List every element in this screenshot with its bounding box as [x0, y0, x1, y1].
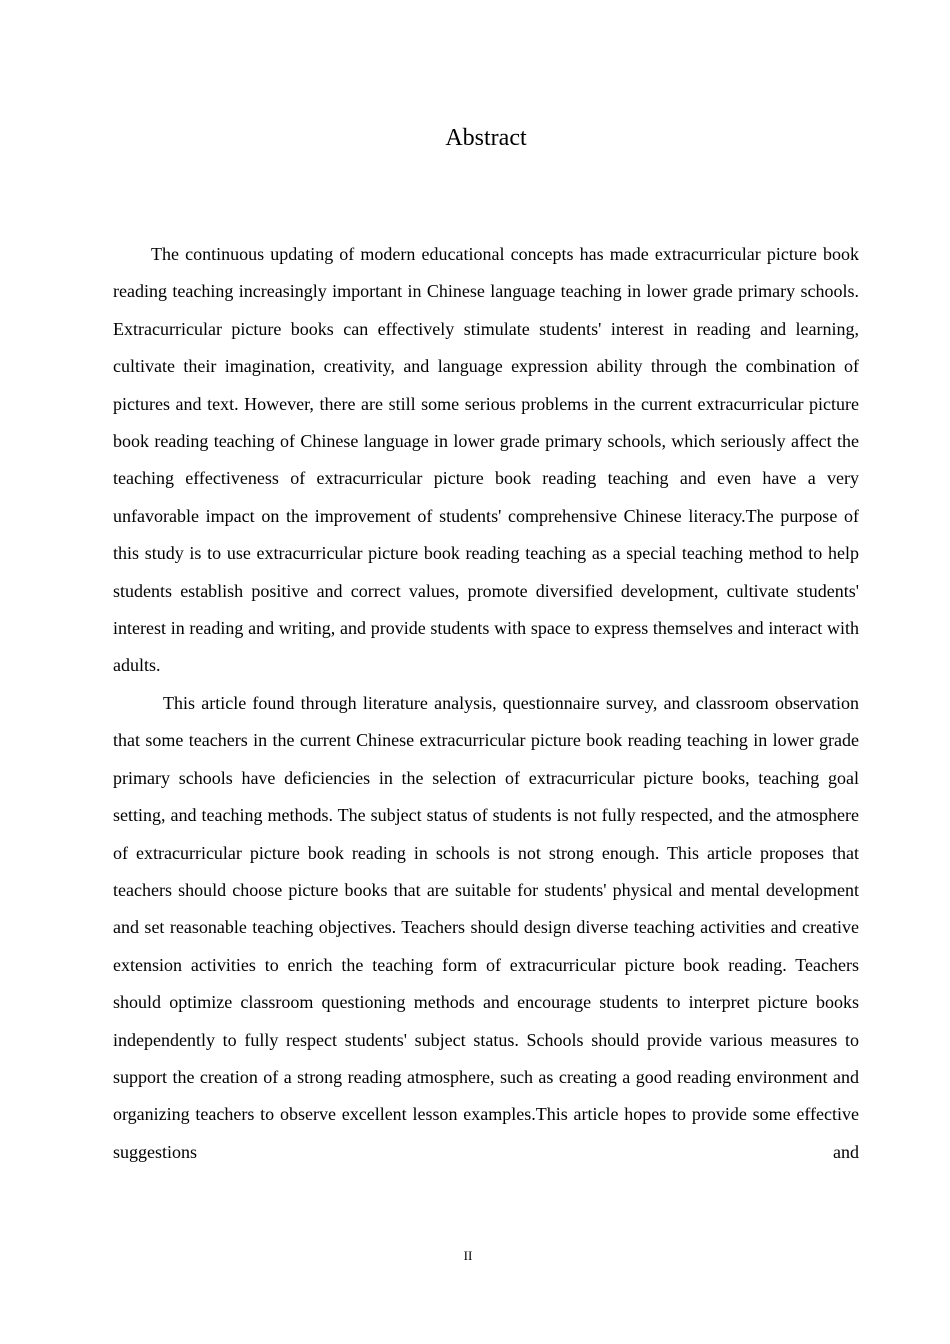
abstract-paragraph-1: The continuous updating of modern educational concepts has made extracurricular picture book reading teaching increasingly important in Chinese language teaching in lower grade primary schools. Extracurricular picture books can effectively stimulate students' interest in reading and learning, cultivate their imagination, creativity, and language expression ability through the combination of pictures and text. However, there are still some serious problems in the current extracurricular picture book reading teaching of Chinese language in lower grade primary schools, which seriously affect the teaching effectiveness of extracurricular picture book reading teaching and even have a very unfavorable impact on the improvement of students' comprehensive Chinese literacy.The purpose of this study is to use extracurricular picture book reading teaching as a special teaching method to help students establish positive and correct values, promote diversified development, cultivate students' interest in reading and writing, and provide students with space to express themselves and interact with adults.	[113, 244, 859, 676]
abstract-paragraph-2: This article found through literature analysis, questionnaire survey, and classroom observation that some teachers in the current Chinese extracurricular picture book reading teaching in lower grade primary schools have deficiencies in the selection of extracurricular picture books, teaching goal setting, and teaching methods. The subject status of students is not fully respected, and the atmosphere of extracurricular picture book reading in schools is not strong enough. This article proposes that teachers should choose picture books that are suitable for students' physical and mental development and set reasonable teaching objectives. Teachers should design diverse teaching activities and creative extension activities to enrich the teaching form of extracurricular picture book reading. Teachers should optimize classroom questioning methods and encourage students to interpret picture books independently to fully respect students' subject status. Schools should provide various measures to support the creation of a strong reading atmosphere, such as creating a good reading environment and organizing teachers to observe excellent lesson examples.This article hopes to provide some effective suggestions and	[113, 692, 859, 1162]
abstract-title: Abstract	[445, 125, 527, 151]
abstract-body	[113, 236, 859, 1171]
page-number: II	[463, 1248, 473, 1263]
